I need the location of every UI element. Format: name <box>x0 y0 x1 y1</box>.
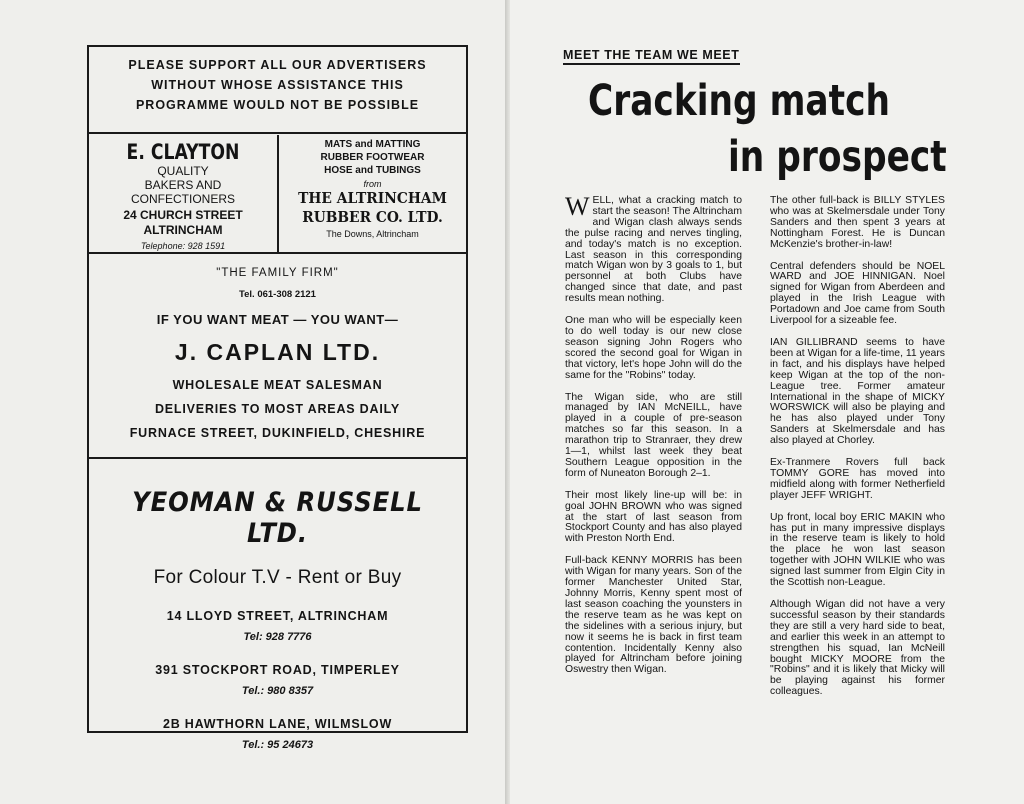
rubber-ad <box>279 138 466 239</box>
left-page <box>0 0 510 804</box>
rubber-product: MATS and MATTING <box>324 139 421 150</box>
article-paragraph: Full-back KENNY MORRIS has been with Wigan for many years. Son of the former Manchester United Star, Johnny Morris, Kenny spent most of last season coaching the younsters in the reserve team as he was kept on the sidelines with a serious injury, but now it seems he is back in first team contention. Incidentally Kenny also played for Altrincham before joining Oswestry then Wigan. <box>565 555 742 676</box>
rubber-product: HOSE and TUBINGS <box>324 165 421 176</box>
yeoman-telephone: Tel.: 95 24673 <box>241 739 314 751</box>
article-paragraph: Ex-Tranmere Rovers full back TOMMY GORE has moved into midfield along with former Netherfield player JEFF WRIGHT. <box>770 457 945 501</box>
caplan-want: IF YOU WANT MEAT — YOU WANT— <box>156 312 399 327</box>
headline-line: in prospect <box>728 132 947 182</box>
article-paragraph: Central defenders should be NOEL WARD and JOE HINNIGAN. Noel signed for Wigan from Aberdeen and played in the Irish League with Portadown and Joe came from South Liverpool for a sizeable fee. <box>770 260 945 327</box>
article-paragraph <box>565 192 742 305</box>
clayton-telephone: Telephone: 928 1591 <box>140 241 226 251</box>
yeoman-ad <box>89 467 466 751</box>
caplan-family: "THE FAMILY FIRM" <box>216 267 339 279</box>
yeoman-address: 391 STOCKPORT ROAD, TIMPERLEY <box>155 663 400 677</box>
support-line: PROGRAMME WOULD NOT BE POSSIBLE <box>135 98 420 112</box>
yeoman-address: 14 LLOYD STREET, ALTRINCHAM <box>166 609 389 623</box>
caplan-line: DELIVERIES TO MOST AREAS DAILY <box>154 402 401 416</box>
caplan-ad <box>89 267 466 440</box>
article-column-2 <box>770 196 945 709</box>
support-line: WITHOUT WHOSE ASSISTANCE THIS <box>151 78 404 92</box>
drop-cap: W <box>565 192 590 221</box>
headline-line: Cracking match <box>588 76 890 126</box>
article-paragraph: Although Wigan did not have a very successful season by their standards they are still a very hard side to beat, and earlier this week in an attempt to strengthen his squad, Ian McNeill bought MICKY MOORE from the "Robins" and it is likely that Micky will be playing against his former colleagues. <box>770 599 945 698</box>
caplan-line: WHOLESALE MEAT SALESMAN <box>172 378 383 392</box>
rubber-product: RUBBER FOOTWEAR <box>320 152 425 163</box>
article-paragraph: Up front, local boy ERIC MAKIN who has put in many impressive displays in the reserve team is likely to hold the place he won last season together with JOHN WILKIE who was signed last summer from Elgin City in the Scottish non-League. <box>770 511 945 589</box>
divider <box>89 252 466 254</box>
clayton-name: E. CLAYTON <box>126 140 240 164</box>
clayton-ad <box>89 138 277 251</box>
caplan-name: J. CAPLAN LTD. <box>174 339 381 365</box>
article-paragraph: The Wigan side, who are still managed by IAN McNEILL, have played in a couple of pre-season matches so far this season. In a marathon trip to Stranraer, they drew 1—1, whilst last week they beat Southern League opposition in the form of Nuneaton Borough 2–1. <box>565 391 742 479</box>
section-heading: MEET THE TEAM WE MEET <box>563 48 740 65</box>
article-paragraph: One man who will be especially keen to do well today is our new close season signing John Rogers who scored the second goal for Wigan in that victory, let's hope John will do the same for the "Robins" today. <box>565 315 742 381</box>
article-paragraph: Their most likely line-up will be: in goal JOHN BROWN who was signed at the start of last season from Stockport County and has also played with Preston North End. <box>565 489 742 545</box>
paragraph-text: ELL, what a cracking match to start the season! The Altrincham and Wigan clash always sends the pulse racing and nerves tingling, and today's match is no exception. Last season in this corresponding match Wigan won by 3 goals to 1, but personnel at both Clubs have changed since that date, and past results mean nothing. <box>565 195 742 305</box>
article-paragraph: IAN GILLIBRAND seems to have been at Wigan for a life-time, 11 years in fact, and his displays have helped keep Wigan at the top of the non-League tree. Former amateur International in the shape of MICKY WORSWICK will also be playing and he has also played under Tony Sanders at Skelmersdale and has also played at Chorley. <box>770 336 945 447</box>
divider <box>89 457 466 459</box>
support-line: PLEASE SUPPORT ALL OUR ADVERTISERS <box>128 58 427 72</box>
rubber-company: RUBBER CO. LTD. <box>302 208 443 226</box>
yeoman-address: 2B HAWTHORN LANE, WILMSLOW <box>162 717 393 731</box>
article-column-1 <box>565 192 742 687</box>
article-paragraph: The other full-back is BILLY STYLES who was at Skelmersdale under Tony Sanders and then spent 3 years at Nottingham Forest. He is Duncan McKenzie's brother-in-law! <box>770 195 945 250</box>
clayton-line: CONFECTIONERS <box>130 192 235 206</box>
caplan-telephone: Tel. 061-308 2121 <box>239 289 316 300</box>
yeoman-telephone: Tel: 928 7776 <box>243 631 312 643</box>
rubber-from: from <box>363 179 382 189</box>
advertisers-box <box>87 45 468 751</box>
rubber-place: The Downs, Altrincham <box>326 229 419 239</box>
yeoman-slogan: For Colour T.V - Rent or Buy <box>153 567 402 588</box>
support-notice <box>89 55 466 115</box>
yeoman-name: YEOMAN & RUSSELL LTD. <box>132 487 423 549</box>
clayton-address: ALTRINCHAM <box>143 223 223 237</box>
rubber-company: THE ALTRINCHAM <box>298 189 447 207</box>
caplan-line: FURNACE STREET, DUKINFIELD, CHESHIRE <box>129 426 426 440</box>
yeoman-telephone: Tel.: 980 8357 <box>241 685 314 697</box>
clayton-address: 24 CHURCH STREET <box>123 208 243 222</box>
clayton-line: QUALITY <box>157 164 209 178</box>
divider <box>89 132 466 134</box>
clayton-line: BAKERS AND <box>144 178 222 192</box>
